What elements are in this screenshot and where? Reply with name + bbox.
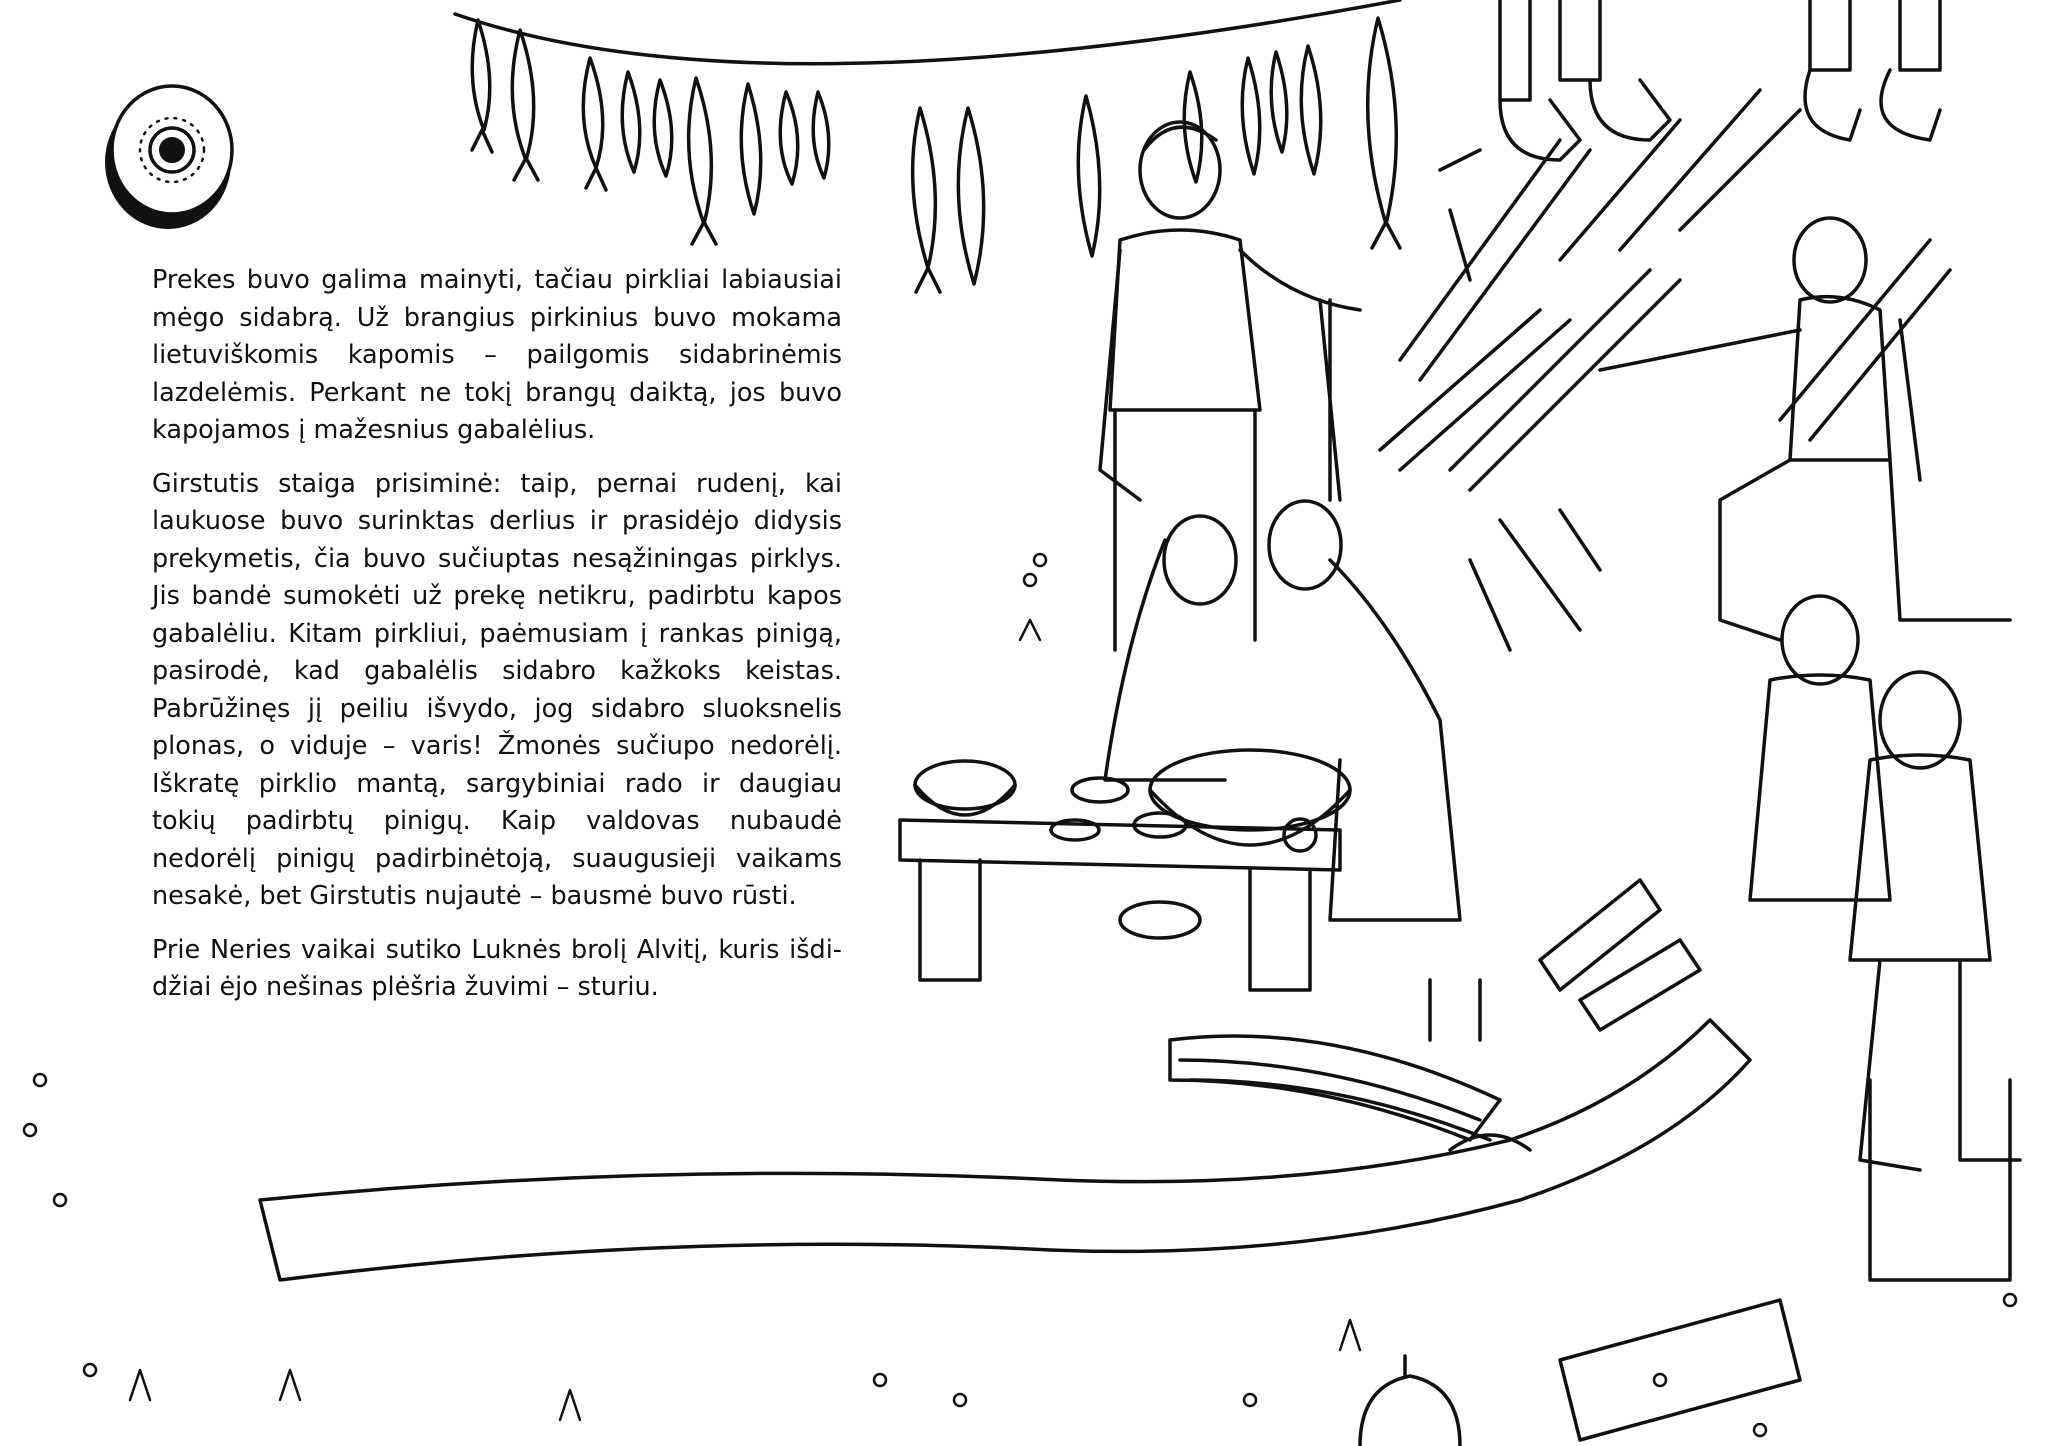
- spindle-whorl-icon: [106, 86, 232, 228]
- story-paragraph-1: Prekes buvo galima mainyti, tačiau pirkliai labiausiai mėgo sidabrą. Už brangius pirkinius buvo mokama lietuviškomis kapomis – pailgomis sidabrinėmis lazdelėmis. Perkant ne tokį brangų daiktą, jos buvo kapojamos į mažesnius gabalėlius.: [152, 265, 842, 445]
- kneeling-swordsman-icon: [1600, 218, 2010, 640]
- story-paragraph-2: Girstutis staiga prisiminė: taip, pernai rudenį, kai laukuose buvo surinktas derlius ir prasidėjo didysis prekymetis, čia buvo sučiuptas nesąžiningas pirklys. Jis bandė sumokėti už prekę netikru, padirbtu kapos gabalėliu. Kitam pirkliui, paėmusiam į rankas pinigą, pasirodė, kad gabalėlis sidabro kažkoks keistas. Pabrūžinęs jį peiliu išvydo, jog sidabro sluoksnelis plonas, o viduje – varis! Žmonės sučiupo nedorėlį. Iškratę pirklio mantą, sargybiniai rado ir daugiau tokių padirbtų pinigų. Kaip valdovas nubaudė nedorėlį pinigų padirbinėtoją, suaugusieji vaikams nesakė, bet Girstutis nujautė – bausmė buvo rūsti.: [152, 468, 842, 911]
- story-text: [152, 262, 842, 1023]
- swords-icon: [1380, 90, 1950, 650]
- hanging-fish-string-icon: [455, 0, 1400, 292]
- story-paragraph-3: Prie Neries vaikai sutiko Luknės brolį Alvitį, kuris išdidžiai ėjo nešinas plėšria žuvimi – sturiu.: [152, 934, 842, 1002]
- seated-merchants-icon: [1750, 596, 2020, 1280]
- merchant-with-sword-icon: [1100, 122, 1360, 650]
- pumpkin-icon: [1360, 1356, 1460, 1446]
- women-kneading-icon: [1105, 501, 1480, 1040]
- table-with-bowls-icon: [900, 761, 1340, 990]
